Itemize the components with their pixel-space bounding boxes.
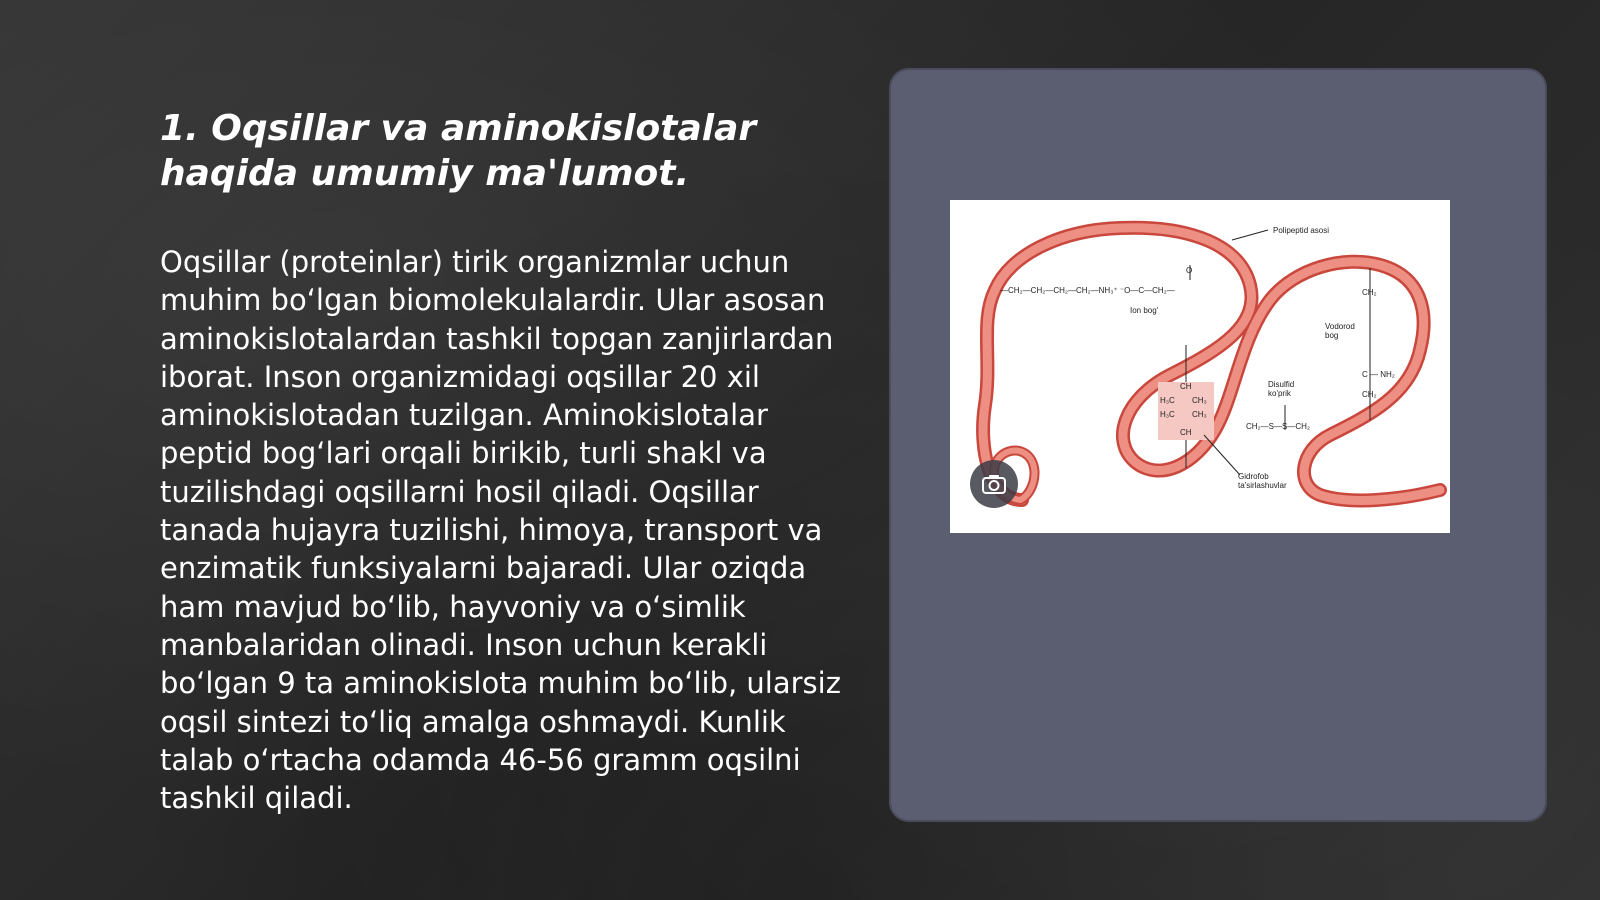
label-ionic-bond: Ion bog' [1130, 306, 1159, 315]
label-c-nh2: C — NH₂ [1362, 370, 1395, 379]
label-ss-bridge: CH₂—S—S—CH₂ [1246, 422, 1310, 431]
label-h3c-1: H₃C [1160, 396, 1175, 405]
label-ch-bottom: CH [1180, 428, 1192, 437]
slide-body: Oqsillar (proteinlar) tirik organizmlar uchun muhim bo‘lgan biomolekulalardir. Ular asosan aminokislotalardan tashkil topgan zanjirlardan iborat. Inson organizmidagi oqsillar 20 xil aminokislotadan tuzilgan. Aminokislotalar peptid bog‘lari orqali birikib, turli shakl va tuzilishdagi oqsillarni hosil qiladi. Oqsillar tanada hujayra tuzilishi, himoya, transport va enzimatik funksiyalarni bajaradi. Ular oziqda ham mavjud bo‘lib, hayvoniy va o‘simlik manbalaridan olinadi. Inson uchun kerakli bo‘lgan 9 ta aminokislota muhim bo‘lib, ularsiz oqsil sintezi to‘liq amalga oshmaydi. Kunlik talab o‘rtacha odamda 46-56 gramm oqsilni tashkil qiladi. [160, 245, 841, 816]
label-ch2-right: CH₂ [1362, 288, 1377, 297]
label-o-top: O [1186, 266, 1193, 275]
slide-title: 1. Oqsillar va aminokislotalar haqida umumiy ma'lumot. [160, 108, 757, 194]
camera-button[interactable] [970, 460, 1018, 508]
label-h3c-2: H₃C [1160, 410, 1175, 419]
label-polypeptide: Polipeptid asosi [1273, 226, 1330, 235]
protein-structure-diagram [950, 200, 1450, 533]
label-ch3-2: CH₃ [1192, 410, 1207, 419]
label-ch-top: CH [1180, 382, 1192, 391]
protein-ribbon [950, 200, 1450, 533]
label-hydrophobic: Gidrofob ta'sirlashuvlar [1238, 472, 1287, 490]
label-ch3-1: CH₃ [1192, 396, 1207, 405]
label-ch2-lower: CH₂ [1362, 390, 1377, 399]
label-chain-top: —CH₂—CH₂—CH₂—CH₂—NH₃⁺ ⁻O—C—CH₂— [1000, 286, 1175, 295]
label-hydrogen-bond: Vodorod bog [1325, 322, 1355, 340]
label-disulfide: Disulfid ko'prik [1268, 380, 1295, 398]
camera-icon [980, 470, 1008, 498]
